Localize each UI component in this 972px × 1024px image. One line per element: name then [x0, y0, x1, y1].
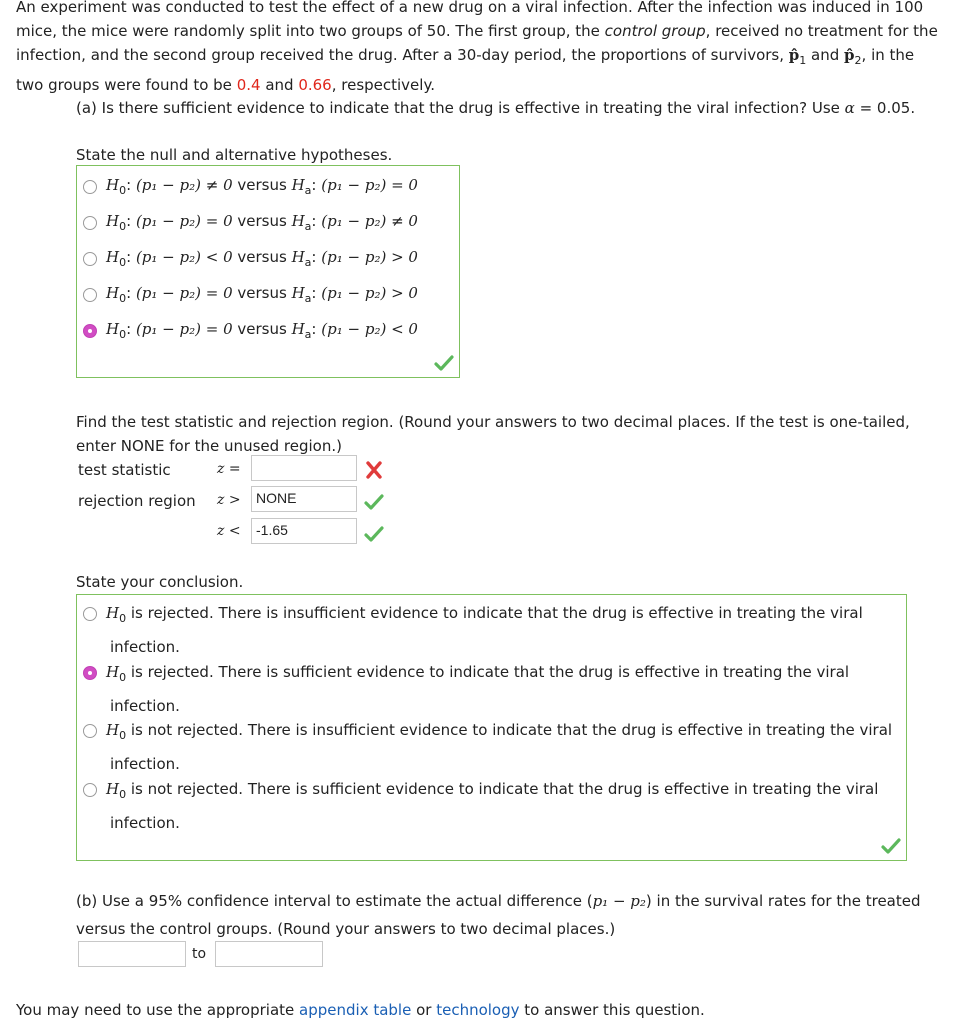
part-a-question	[76, 99, 915, 117]
intro-text: , respectively.	[331, 76, 435, 94]
test-prompt-line-1: Find the test statistic and rejection region. (Round your answers to two decimal places. If the test is one-tailed,	[76, 413, 910, 431]
p1-hat-symbol: p̂	[788, 46, 800, 64]
conclusion-option-3[interactable]	[106, 716, 892, 778]
h-symbol: H	[106, 721, 120, 739]
conclusion-radio-4[interactable]	[83, 783, 97, 797]
h-symbol: H	[291, 320, 305, 338]
conclusion-radio-2[interactable]	[83, 666, 97, 680]
hypothesis-radio-2[interactable]	[83, 216, 97, 230]
p1-subscript: 1	[799, 54, 807, 67]
cross-icon	[364, 461, 384, 479]
part-b-question-line-2: versus the control groups. (Round your answers to two decimal places.)	[76, 920, 616, 938]
control-group-term: control group	[604, 22, 706, 40]
colon: :	[126, 320, 132, 338]
colon: :	[311, 176, 317, 194]
alt-hypothesis-expr: (p₁ − p₂) ≠ 0	[321, 212, 418, 230]
colon: :	[126, 248, 132, 266]
h-symbol: H	[291, 176, 305, 194]
ha-subscript: a	[304, 292, 312, 305]
conclusion-option-4[interactable]	[106, 775, 878, 837]
ci-upper-input[interactable]	[215, 941, 323, 967]
h0-subscript: 0	[119, 184, 127, 197]
conclusion-line-1	[106, 599, 863, 633]
conclusion-option-2[interactable]	[106, 658, 849, 720]
colon: :	[311, 320, 317, 338]
h-symbol: H	[106, 176, 120, 194]
hypothesis-option-1[interactable]	[106, 176, 418, 197]
footer-text: You may need to use the appropriate	[16, 1001, 300, 1019]
h0-subscript: 0	[119, 788, 127, 801]
h-symbol: H	[106, 320, 120, 338]
intro-line-4	[16, 73, 956, 97]
hypothesis-option-4[interactable]	[106, 284, 418, 305]
h0-subscript: 0	[119, 220, 127, 233]
null-hypothesis-expr: (p₁ − p₂) = 0	[135, 284, 233, 302]
hypothesis-radio-1[interactable]	[83, 180, 97, 194]
hypotheses-prompt: State the null and alternative hypotheses.	[76, 146, 393, 164]
part-b-question	[76, 892, 921, 910]
z-greater-label: z >	[217, 492, 241, 508]
null-hypothesis-expr: (p₁ − p₂) ≠ 0	[135, 176, 233, 194]
h-symbol: H	[106, 663, 120, 681]
null-hypothesis-expr: (p₁ − p₂) = 0	[135, 320, 233, 338]
h0-subscript: 0	[119, 612, 127, 625]
intro-text: infection, and the second group received the drug. After a 30-day period, the proportions of survivors,	[16, 46, 789, 64]
alt-hypothesis-expr: (p₁ − p₂) > 0	[321, 248, 418, 266]
check-icon	[881, 837, 901, 855]
intro-text: , received no treatment for the	[705, 22, 938, 40]
check-icon	[364, 493, 384, 511]
technology-link[interactable]: technology	[436, 1001, 520, 1019]
intro-line-3	[16, 43, 956, 73]
alt-hypothesis-expr: (p₁ − p₂) = 0	[321, 176, 418, 194]
hypothesis-option-5[interactable]	[106, 320, 418, 341]
difference-expression: p₁ − p₂	[592, 892, 646, 910]
question-text: ) in the survival rates for the treated	[645, 892, 921, 910]
intro-text: mice, the mice were randomly split into two groups of 50. The first group, the	[16, 22, 605, 40]
rejection-region-label: rejection region	[78, 492, 196, 510]
check-icon	[434, 354, 454, 372]
alpha-symbol: α	[844, 99, 855, 117]
z-less-label: z <	[217, 523, 241, 539]
h-symbol: H	[106, 604, 120, 622]
conclusion-line-1	[106, 658, 849, 692]
h-symbol: H	[291, 212, 305, 230]
h0-subscript: 0	[119, 328, 127, 341]
question-text: (b) Use a 95% confidence interval to estimate the actual difference (	[76, 892, 593, 910]
question-text: (a) Is there sufficient evidence to indicate that the drug is effective in treating the viral infection? Use	[76, 99, 845, 117]
conclusion-line-2: infection.	[110, 814, 180, 832]
hypothesis-radio-5[interactable]	[83, 324, 97, 338]
footer-note	[16, 1001, 705, 1019]
intro-text: two groups were found to be	[16, 76, 237, 94]
h-symbol: H	[106, 212, 120, 230]
h-symbol: H	[106, 248, 120, 266]
h-symbol: H	[106, 780, 120, 798]
problem-intro	[16, 0, 956, 97]
versus-label: versus	[232, 284, 292, 302]
intro-text: and	[260, 76, 299, 94]
hypothesis-radio-3[interactable]	[83, 252, 97, 266]
versus-label: versus	[232, 176, 292, 194]
test-statistic-input[interactable]	[251, 455, 357, 481]
intro-line-2	[16, 19, 956, 43]
conclusion-radio-3[interactable]	[83, 724, 97, 738]
footer-text: to answer this question.	[519, 1001, 705, 1019]
alpha-value: = 0.05.	[854, 99, 916, 117]
intro-text: and	[806, 46, 845, 64]
alt-hypothesis-expr: (p₁ − p₂) < 0	[321, 320, 418, 338]
versus-label: versus	[232, 320, 292, 338]
conclusion-text: is rejected. There is sufficient evidence to indicate that the drug is effective in treating the viral	[126, 663, 850, 681]
footer-text: or	[411, 1001, 437, 1019]
conclusion-line-2: infection.	[110, 638, 180, 656]
intro-line-1: An experiment was conducted to test the effect of a new drug on a viral infection. After the infection was induced in 100	[16, 0, 924, 16]
p2-hat-symbol: p̂	[844, 46, 855, 64]
z-equals-label: z =	[217, 461, 241, 477]
colon: :	[311, 248, 317, 266]
null-hypothesis-expr: (p₁ − p₂) = 0	[135, 212, 233, 230]
conclusion-line-1	[106, 716, 892, 750]
z-lower-input[interactable]: -1.65	[251, 518, 357, 544]
colon: :	[311, 284, 317, 302]
proportion-1-value: 0.4	[236, 76, 261, 94]
intro-text: , in the	[861, 46, 915, 64]
test-prompt	[76, 410, 910, 458]
p2-subscript: 2	[854, 54, 862, 67]
hypothesis-option-2[interactable]	[106, 212, 418, 233]
ha-subscript: a	[304, 256, 312, 269]
ci-lower-input[interactable]	[78, 941, 186, 967]
ha-subscript: a	[304, 328, 312, 341]
hypothesis-option-3[interactable]	[106, 248, 418, 269]
proportion-2-value: 0.66	[298, 76, 332, 94]
h0-subscript: 0	[119, 729, 127, 742]
to-label: to	[192, 946, 207, 962]
versus-label: versus	[232, 248, 292, 266]
conclusion-option-1[interactable]	[106, 599, 863, 661]
h0-subscript: 0	[119, 292, 127, 305]
null-hypothesis-expr: (p₁ − p₂) < 0	[135, 248, 233, 266]
colon: :	[126, 284, 132, 302]
conclusion-text: is not rejected. There is sufficient evidence to indicate that the drug is effective in treating the viral	[126, 780, 879, 798]
versus-label: versus	[232, 212, 292, 230]
conclusion-line-1	[106, 775, 878, 809]
h-symbol: H	[291, 248, 305, 266]
test-prompt-line-2: enter NONE for the unused region.)	[76, 437, 342, 455]
conclusion-text: is not rejected. There is insufficient evidence to indicate that the drug is effective in treating the viral	[126, 721, 893, 739]
alt-hypothesis-expr: (p₁ − p₂) > 0	[321, 284, 418, 302]
h-symbol: H	[106, 284, 120, 302]
colon: :	[126, 176, 132, 194]
conclusion-line-2: infection.	[110, 697, 180, 715]
colon: :	[311, 212, 317, 230]
ha-subscript: a	[304, 220, 312, 233]
conclusion-prompt: State your conclusion.	[76, 573, 244, 591]
z-upper-input[interactable]: NONE	[251, 486, 357, 512]
conclusion-radio-1[interactable]	[83, 607, 97, 621]
h0-subscript: 0	[119, 671, 127, 684]
colon: :	[126, 212, 132, 230]
h-symbol: H	[291, 284, 305, 302]
h0-subscript: 0	[119, 256, 127, 269]
ha-subscript: a	[304, 184, 312, 197]
appendix-table-link[interactable]: appendix table	[299, 1001, 412, 1019]
test-statistic-label: test statistic	[78, 461, 171, 479]
conclusion-line-2: infection.	[110, 755, 180, 773]
conclusion-text: is rejected. There is insufficient evidence to indicate that the drug is effective in treating the viral	[126, 604, 863, 622]
hypothesis-radio-4[interactable]	[83, 288, 97, 302]
check-icon	[364, 525, 384, 543]
